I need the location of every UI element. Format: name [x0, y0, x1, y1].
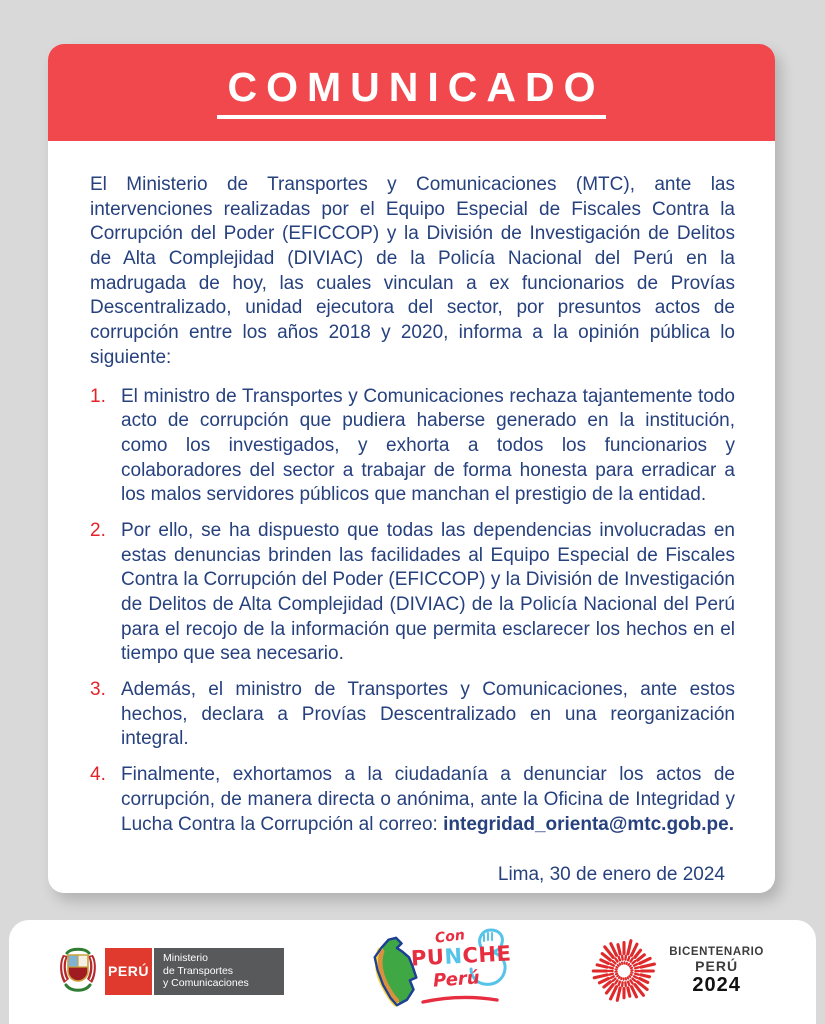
bicentenario-logo	[591, 937, 764, 1005]
list-item-text: El ministro de Transportes y Comunicaciones rechaza tajantemente todo acto de corrupción que pudiera haberse generado en la institución, como los investigados, y exhorta a todos los funcionarios y colaboradores del sector a trabajar de forma honesta para erradicar a los malos servidores públicos que manchan el prestigio de la entidad.	[121, 385, 735, 506]
bicentenario-text	[669, 946, 764, 997]
page-title: COMUNICADO	[217, 67, 607, 119]
integrity-email[interactable]: integridad_orienta@mtc.gob.pe.	[443, 813, 735, 835]
list-item	[90, 678, 735, 752]
list-item-number: 1.	[90, 385, 106, 407]
list-item-number: 3.	[90, 679, 106, 701]
punche-word-main: PUNCHE	[410, 941, 512, 971]
ministry-line: de Transportes	[163, 964, 234, 977]
punche-word-peru: Perú	[431, 967, 480, 992]
comunicado-body	[48, 141, 775, 888]
peru-label: PERÚ	[108, 963, 149, 979]
bicentenario-starburst-icon	[591, 937, 657, 1005]
punche-word-con: Con	[433, 927, 466, 947]
footer-logo-bar	[9, 920, 816, 1024]
mtc-government-logo	[57, 945, 284, 997]
list-item	[90, 385, 735, 508]
comunicado-header	[48, 44, 775, 141]
bicentenario-line2: PERÚ	[695, 957, 739, 974]
list-item	[90, 763, 735, 837]
list-item-text: Además, el ministro de Transportes y Comunicaciones, ante estos hechos, declara a Provías Descentralizado en una reorganización integral.	[121, 679, 735, 750]
dateline: Lima, 30 de enero de 2024	[497, 864, 725, 886]
item-4-text: Finalmente, exhortamos a la ciudadanía a denunciar los actos de corrupción, de manera directa o anónima, ante la Oficina de Integridad y Lucha Contra la Corrupción al correo:	[121, 764, 735, 835]
intro-paragraph: El Ministerio de Transportes y Comunicaciones (MTC), ante las intervenciones realizadas por el Equipo Especial de Fiscales Contra la Corrupción del Poder (EFICCOP) y la División de Investigación de Delitos de Alta Complejidad (DIVIAC) de la Policía Nacional del Perú en la madrugada de hoy, las cuales vinculan a ex funcionarios de Provías Descentralizado, unidad ejecutora del sector, por presuntos actos de corrupción entre los años 2018 y 2020, informa a la opinión pública lo siguiente:	[90, 174, 735, 368]
ministry-name-box	[154, 948, 284, 995]
red-underline-swoosh-icon	[419, 993, 501, 1005]
comunicado-card	[48, 44, 775, 893]
bicentenario-line1: BICENTENARIO	[669, 945, 764, 958]
list-item-number: 2.	[90, 519, 106, 541]
con-punche-peru-logo	[367, 927, 512, 1015]
peru-red-box	[105, 948, 152, 995]
ministry-line: Ministerio	[163, 951, 208, 964]
list-item	[90, 519, 735, 667]
bicentenario-line3: 2024	[692, 973, 741, 996]
ministry-line: y Comunicaciones	[163, 977, 249, 990]
list-item-text	[121, 763, 735, 837]
peru-coat-of-arms-icon	[57, 945, 99, 997]
list-item-number: 4.	[90, 764, 106, 786]
list-item-text: Por ello, se ha dispuesto que todas las dependencias involucradas en estas denuncias brinden las facilidades al Equipo Especial de Fiscales Contra la Corrupción del Poder (EFICCOP) y la División de Investigación de Delitos de Alta Complejidad (DIVIAC) de la Policía Nacional del Perú para el recojo de la información que permita esclarecer los hechos en el tiempo que sea necesario.	[121, 519, 735, 665]
